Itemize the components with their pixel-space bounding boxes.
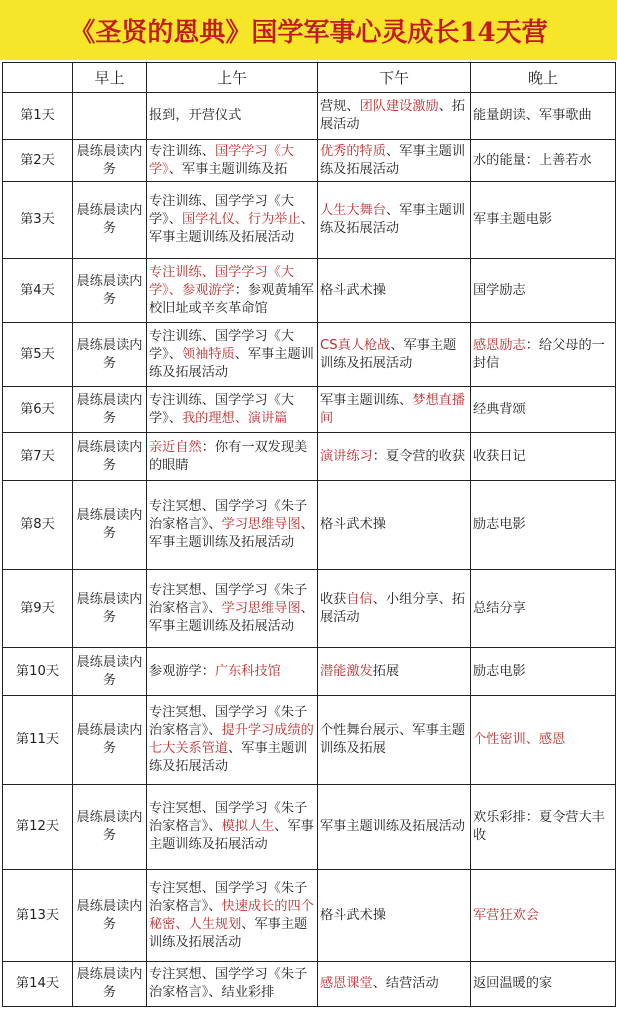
pm-cell [318, 785, 471, 870]
pm-cell [318, 962, 471, 1007]
highlight-text: 军营狂欢会 [473, 907, 539, 923]
schedule-text: 格斗武术操 [320, 907, 386, 923]
schedule-text: 、军事主题训练及拓展活动 [320, 143, 466, 177]
schedule-text: 、拓展活动 [320, 99, 466, 132]
day-cell: 第4天 [3, 259, 73, 323]
morning-cell: 晨练晨读内务 [73, 182, 147, 259]
eve-cell [471, 182, 616, 259]
schedule-text: 国学励志 [473, 282, 526, 298]
table-row [3, 387, 616, 433]
am-cell [147, 140, 318, 182]
morning-cell: 晨练晨读内务 [73, 870, 147, 962]
am-cell [147, 648, 318, 696]
am-cell [147, 696, 318, 785]
eve-cell [471, 93, 616, 140]
eve-cell [471, 323, 616, 387]
day-cell: 第7天 [3, 433, 73, 481]
pm-cell [318, 182, 471, 259]
day-cell: 第3天 [3, 182, 73, 259]
eve-cell [471, 140, 616, 182]
header-evening: 晚上 [471, 63, 616, 93]
day-cell: 第10天 [3, 648, 73, 696]
schedule-text: 专注冥想、国学学习《朱子治家格言》、 [149, 880, 308, 914]
day-cell: 第2天 [3, 140, 73, 182]
day-cell: 第8天 [3, 481, 73, 570]
am-cell [147, 570, 318, 648]
eve-cell [471, 648, 616, 696]
schedule-text: 格斗武术操 [320, 517, 386, 532]
schedule-table [2, 62, 616, 1007]
schedule-text: 个性舞台展示、军事主题训练及拓展 [320, 723, 466, 756]
title-banner [0, 0, 617, 60]
header-row [3, 63, 616, 93]
morning-cell [73, 93, 147, 140]
highlight-text: 学习思维导图 [221, 517, 301, 532]
eve-cell [471, 433, 616, 481]
schedule-text: 专注训练、国学学习《大学》、 [149, 392, 295, 426]
am-cell [147, 785, 318, 870]
schedule-text: 、军事主题训练及拓展活动 [149, 212, 314, 245]
schedule-text: 军事主题训练、 [320, 392, 413, 408]
morning-cell: 晨练晨读内务 [73, 785, 147, 870]
am-cell [147, 870, 318, 962]
day-cell: 第1天 [3, 93, 73, 140]
schedule-text: 、结营活动 [372, 976, 439, 991]
table-row [3, 570, 616, 648]
schedule-text: 收获 [320, 591, 347, 607]
schedule-text: 、军事主题训练及拓展活动 [149, 916, 308, 950]
am-cell [147, 962, 318, 1007]
highlight-text: 国学学习《大学》 [149, 143, 295, 177]
schedule-text: 营规、 [320, 99, 360, 114]
eve-cell [471, 570, 616, 648]
highlight-text: 我的理想、演讲篇 [181, 410, 288, 426]
highlight-text: 梦想直播间 [320, 392, 466, 426]
schedule-text: 专注冥想、国学学习《朱子治家格言》、 [149, 499, 308, 532]
highlight-text: 模拟人生 [221, 819, 275, 834]
table-row [3, 648, 616, 696]
highlight-text: 优秀的特质 [320, 143, 386, 159]
highlight-text: 专注训练、国学学习《大学》、参观游学 [149, 264, 295, 298]
schedule-text: 水的能量：上善若水 [473, 152, 592, 168]
eve-cell [471, 785, 616, 870]
schedule-text: 拓展 [372, 663, 400, 679]
schedule-text: 欢乐彩排：夏令营大丰收 [473, 810, 605, 843]
am-cell [147, 259, 318, 323]
morning-cell: 晨练晨读内务 [73, 648, 147, 696]
table-row [3, 481, 616, 570]
schedule-text: ：你有一双发现美的眼睛 [149, 439, 308, 473]
table-row [3, 182, 616, 259]
schedule-text: 专注训练、 [149, 143, 215, 159]
morning-cell: 晨练晨读内务 [73, 570, 147, 648]
table-row [3, 259, 616, 323]
day-cell: 第9天 [3, 570, 73, 648]
pm-cell [318, 140, 471, 182]
eve-cell [471, 481, 616, 570]
pm-cell [318, 870, 471, 962]
table-row [3, 93, 616, 140]
schedule-text: 专注冥想、国学学习《朱子治家格言》、 [149, 801, 308, 834]
table-row [3, 140, 616, 182]
table-row [3, 433, 616, 481]
highlight-text: 潜能激发 [320, 663, 373, 679]
pm-cell [318, 570, 471, 648]
highlight-text: 广东科技馆 [214, 663, 281, 679]
highlight-text: 演讲练习 [320, 448, 373, 464]
am-cell [147, 387, 318, 433]
schedule-text: 收获日记 [473, 448, 526, 464]
schedule-text: 励志电影 [473, 517, 526, 532]
pm-cell [318, 433, 471, 481]
morning-cell: 晨练晨读内务 [73, 140, 147, 182]
schedule-text: 专注冥想、国学学习《朱子治家格言》、 [149, 582, 308, 616]
am-cell [147, 433, 318, 481]
highlight-text: 感恩励志 [473, 337, 526, 353]
pm-cell [318, 648, 471, 696]
day-cell: 第13天 [3, 870, 73, 962]
am-cell [147, 323, 318, 387]
eve-cell [471, 962, 616, 1007]
morning-cell: 晨练晨读内务 [73, 481, 147, 570]
pm-cell [318, 481, 471, 570]
day-cell: 第12天 [3, 785, 73, 870]
schedule-text: 、军事主题训练及拓展活动 [149, 741, 308, 774]
day-cell: 第14天 [3, 962, 73, 1007]
schedule-text: 、军事主题训练及拓展活动 [149, 517, 314, 550]
eve-cell [471, 387, 616, 433]
table-row [3, 962, 616, 1007]
morning-cell: 晨练晨读内务 [73, 962, 147, 1007]
highlight-text: 领袖特质 [181, 346, 235, 362]
highlight-text: 团队建设激励 [359, 99, 439, 114]
pm-cell [318, 93, 471, 140]
highlight-text: 提升学习成绩的七大关系管道 [149, 723, 314, 756]
schedule-text: 专注训练、国学学习《大学》、 [149, 328, 295, 362]
header-morning: 早上 [73, 63, 147, 93]
schedule-text: 经典背颂 [473, 401, 526, 417]
eve-cell [471, 870, 616, 962]
morning-cell: 晨练晨读内务 [73, 259, 147, 323]
highlight-text: CS真人枪战 [320, 337, 391, 353]
schedule-text: 、军事主题训练及拓展活动 [149, 346, 314, 380]
eve-cell [471, 696, 616, 785]
morning-cell: 晨练晨读内务 [73, 696, 147, 785]
morning-cell: 晨练晨读内务 [73, 387, 147, 433]
day-cell: 第6天 [3, 387, 73, 433]
table-row [3, 870, 616, 962]
table-row [3, 323, 616, 387]
highlight-text: 人生大舞台 [320, 203, 386, 218]
schedule-body [3, 93, 616, 1007]
highlight-text: 感恩课堂 [320, 976, 373, 991]
schedule-text: 专注训练、国学学习《大学》、 [149, 194, 295, 227]
schedule-text: 、军事主题训练及拓 [168, 161, 288, 177]
highlight-text: 国学礼仪、行为举止 [181, 212, 301, 227]
day-cell: 第5天 [3, 323, 73, 387]
pm-cell [318, 696, 471, 785]
schedule-text: 军事主题电影 [473, 212, 553, 227]
schedule-text: 参观游学： [149, 663, 215, 679]
highlight-text: 自信 [346, 591, 373, 607]
schedule-text: 总结分享 [473, 600, 526, 616]
header-am: 上午 [147, 63, 318, 93]
schedule-text: 励志电影 [473, 663, 526, 679]
schedule-text: 、小组分享、拓展活动 [320, 591, 466, 625]
schedule-text: 、军事主题训练及拓展活动 [320, 203, 466, 236]
highlight-text: 个性密训、感恩 [473, 732, 566, 747]
schedule-text: ：参观黄埔军校旧址或辛亥革命馆 [149, 282, 314, 316]
highlight-text: 亲近自然 [149, 439, 202, 455]
pm-cell [318, 387, 471, 433]
am-cell [147, 93, 318, 140]
schedule-text: ：给父母的一封信 [473, 337, 605, 371]
schedule-text: 格斗武术操 [320, 282, 386, 298]
morning-cell: 晨练晨读内务 [73, 323, 147, 387]
pm-cell [318, 259, 471, 323]
schedule-text: ：夏令营的收获 [372, 448, 466, 464]
schedule-text: 报到，开营仪式 [149, 108, 242, 123]
highlight-text: 快速成长的四个秘密、人生规划 [149, 898, 314, 932]
table-row [3, 696, 616, 785]
eve-cell [471, 259, 616, 323]
header-corner [3, 63, 73, 93]
header-pm: 下午 [318, 63, 471, 93]
schedule-text: 返回温暖的家 [473, 976, 553, 991]
highlight-text: 学习思维导图 [221, 600, 301, 616]
pm-cell [318, 323, 471, 387]
schedule-text: 专注冥想、国学学习《朱子治家格言》、结业彩排 [149, 967, 308, 1000]
morning-cell: 晨练晨读内务 [73, 433, 147, 481]
page-title: 《圣贤的恩典》国学军事心灵成长14天营 [69, 17, 548, 48]
schedule-text: 、军事主题训练及拓展活动 [320, 337, 457, 371]
am-cell [147, 481, 318, 570]
table-row [3, 785, 616, 870]
schedule-text: 能量朗读、军事歌曲 [473, 108, 592, 123]
schedule-text: 、军事主题训练及拓展活动 [149, 600, 314, 634]
am-cell [147, 182, 318, 259]
day-cell: 第11天 [3, 696, 73, 785]
schedule-text: 专注冥想、国学学习《朱子治家格言》、 [149, 705, 308, 738]
schedule-text: 军事主题训练及拓展活动 [320, 819, 466, 834]
schedule-text: 、军事主题训练及拓展活动 [149, 819, 314, 852]
